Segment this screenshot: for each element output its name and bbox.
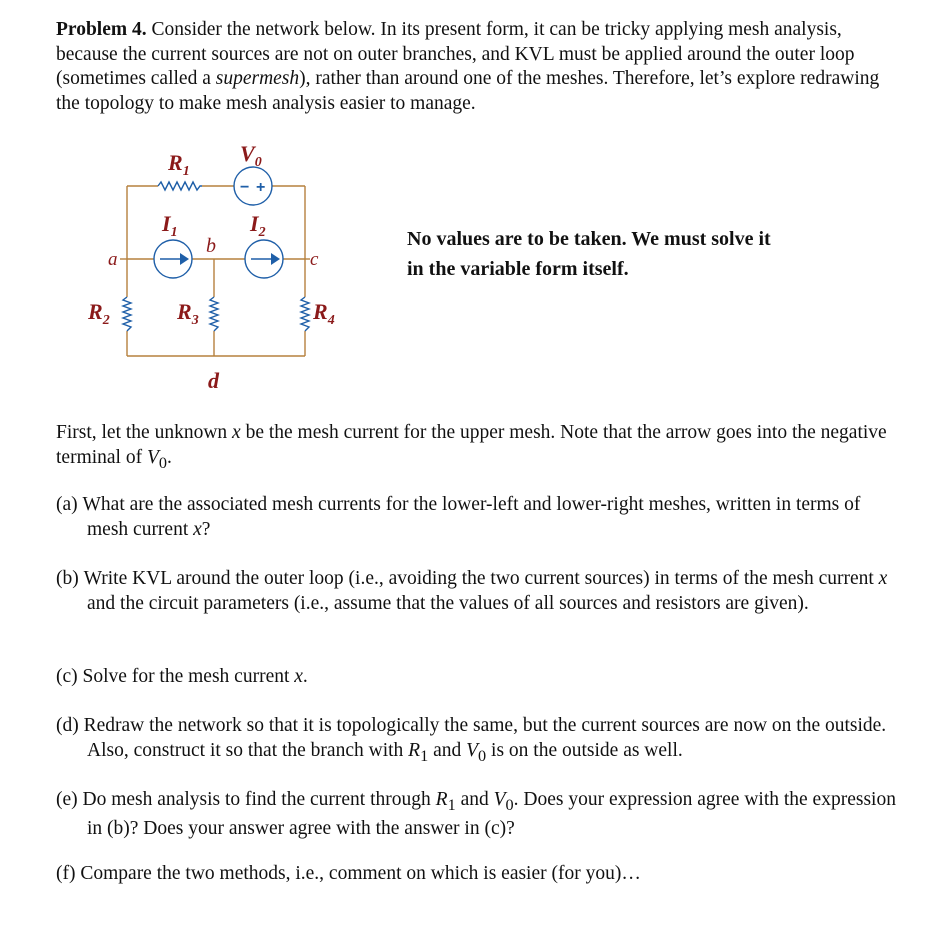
question-d-v: V [466, 739, 479, 761]
question-b-text: Write KVL around the outer loop (i.e., avoiding the two current sources) in terms of the mesh current [83, 568, 879, 589]
question-c-var: x [294, 666, 303, 687]
first-text-end: . [167, 446, 172, 468]
vo-minus-sign: − [240, 179, 250, 196]
question-c-text: Solve for the mesh current [82, 666, 295, 687]
question-e-r-sub: 1 [447, 795, 456, 814]
r3-resistor [210, 297, 218, 331]
vo-label: $V_0$ [240, 141, 262, 170]
question-d-r: R [408, 739, 421, 761]
var-v-sub: 0 [158, 453, 168, 472]
question-a-end: ? [201, 518, 211, 540]
question-b-end: and the circuit parameters (i.e., assume that the values of all sources and resistors are given). [87, 592, 809, 614]
problem-heading: Problem 4. [56, 19, 147, 40]
variable-form-note: No values are to be taken. We must solve it in the variable form itself. [407, 228, 771, 280]
node-b-label: b [206, 235, 216, 257]
r2-label: $R_2$ [88, 299, 110, 328]
first-text-a: First, let the unknown [56, 422, 233, 443]
question-a-marker: (a) [56, 494, 78, 515]
first-text-b: be the mesh current for the upper mesh. Note that the arrow goes into the negative terminal of [56, 422, 887, 468]
question-e-and: and [455, 789, 494, 810]
question-e-marker: (e) [56, 789, 78, 810]
vo-plus-sign: + [256, 179, 266, 196]
question-b-var: x [878, 568, 888, 589]
question-e-v-sub: 0 [505, 795, 514, 814]
question-c [56, 665, 896, 690]
question-f-marker: (f) [56, 863, 76, 884]
r4-resistor [301, 297, 309, 331]
question-d-r-sub: 1 [420, 746, 429, 765]
intro-text-a: Consider the network below. In its present form, it can be tricky applying mesh analysis, because the current sources are not on outer branches, and KVL must be applied around the outer loop (sometimes called a [56, 19, 855, 89]
var-x: x [232, 422, 241, 443]
question-e [56, 788, 896, 842]
i1-label: $I_1$ [162, 211, 178, 240]
r1-label: $R_1$ [168, 150, 190, 179]
intro-italic: supermesh [215, 68, 300, 89]
node-d-label: d [208, 368, 219, 393]
problem-intro [56, 18, 896, 116]
i2-label: $I_2$ [250, 211, 266, 240]
question-d-marker: (d) [56, 715, 79, 736]
question-e-r: R [435, 789, 448, 810]
question-e-text: Do mesh analysis to find the current through [82, 789, 436, 810]
question-a [56, 493, 896, 542]
intro-text-b: ), rather than around one of the meshes. Therefore, let’s explore redrawing the topology to make mesh analysis easier to manage. [56, 68, 880, 114]
question-c-end: . [302, 666, 308, 687]
question-b-marker: (b) [56, 568, 79, 589]
node-c-label: c [310, 249, 319, 270]
question-e-end: . Does your expression agree with the expression in (b)? Does your answer agree with the answer in (c)? [87, 789, 896, 840]
r1-resistor [158, 182, 202, 190]
question-f-text: Compare the two methods, i.e., comment on which is easier (for you)… [80, 863, 641, 884]
first-paragraph [56, 421, 896, 475]
question-a-text: What are the associated mesh currents for the lower-left and lower-right meshes, written in terms of mesh current [82, 494, 861, 540]
question-c-marker: (c) [56, 666, 78, 687]
question-d [56, 714, 896, 768]
r3-label: $R_3$ [177, 299, 199, 328]
r2-resistor [123, 297, 131, 331]
var-v: V [146, 446, 159, 468]
question-d-v-sub: 0 [478, 746, 487, 765]
circuit-diagram [80, 140, 370, 400]
question-e-v: V [493, 789, 506, 810]
question-d-text: Redraw the network so that it is topologically the same, but the current sources are now on the outside. Also, construct it so that the branch with [83, 715, 887, 761]
question-d-end: is on the outside as well. [486, 739, 683, 761]
question-d-and: and [428, 739, 467, 761]
question-f [56, 862, 896, 887]
node-a-label: a [108, 249, 118, 270]
question-a-var: x [193, 518, 202, 540]
r4-label: $R_4$ [313, 299, 335, 328]
question-b [56, 567, 896, 616]
